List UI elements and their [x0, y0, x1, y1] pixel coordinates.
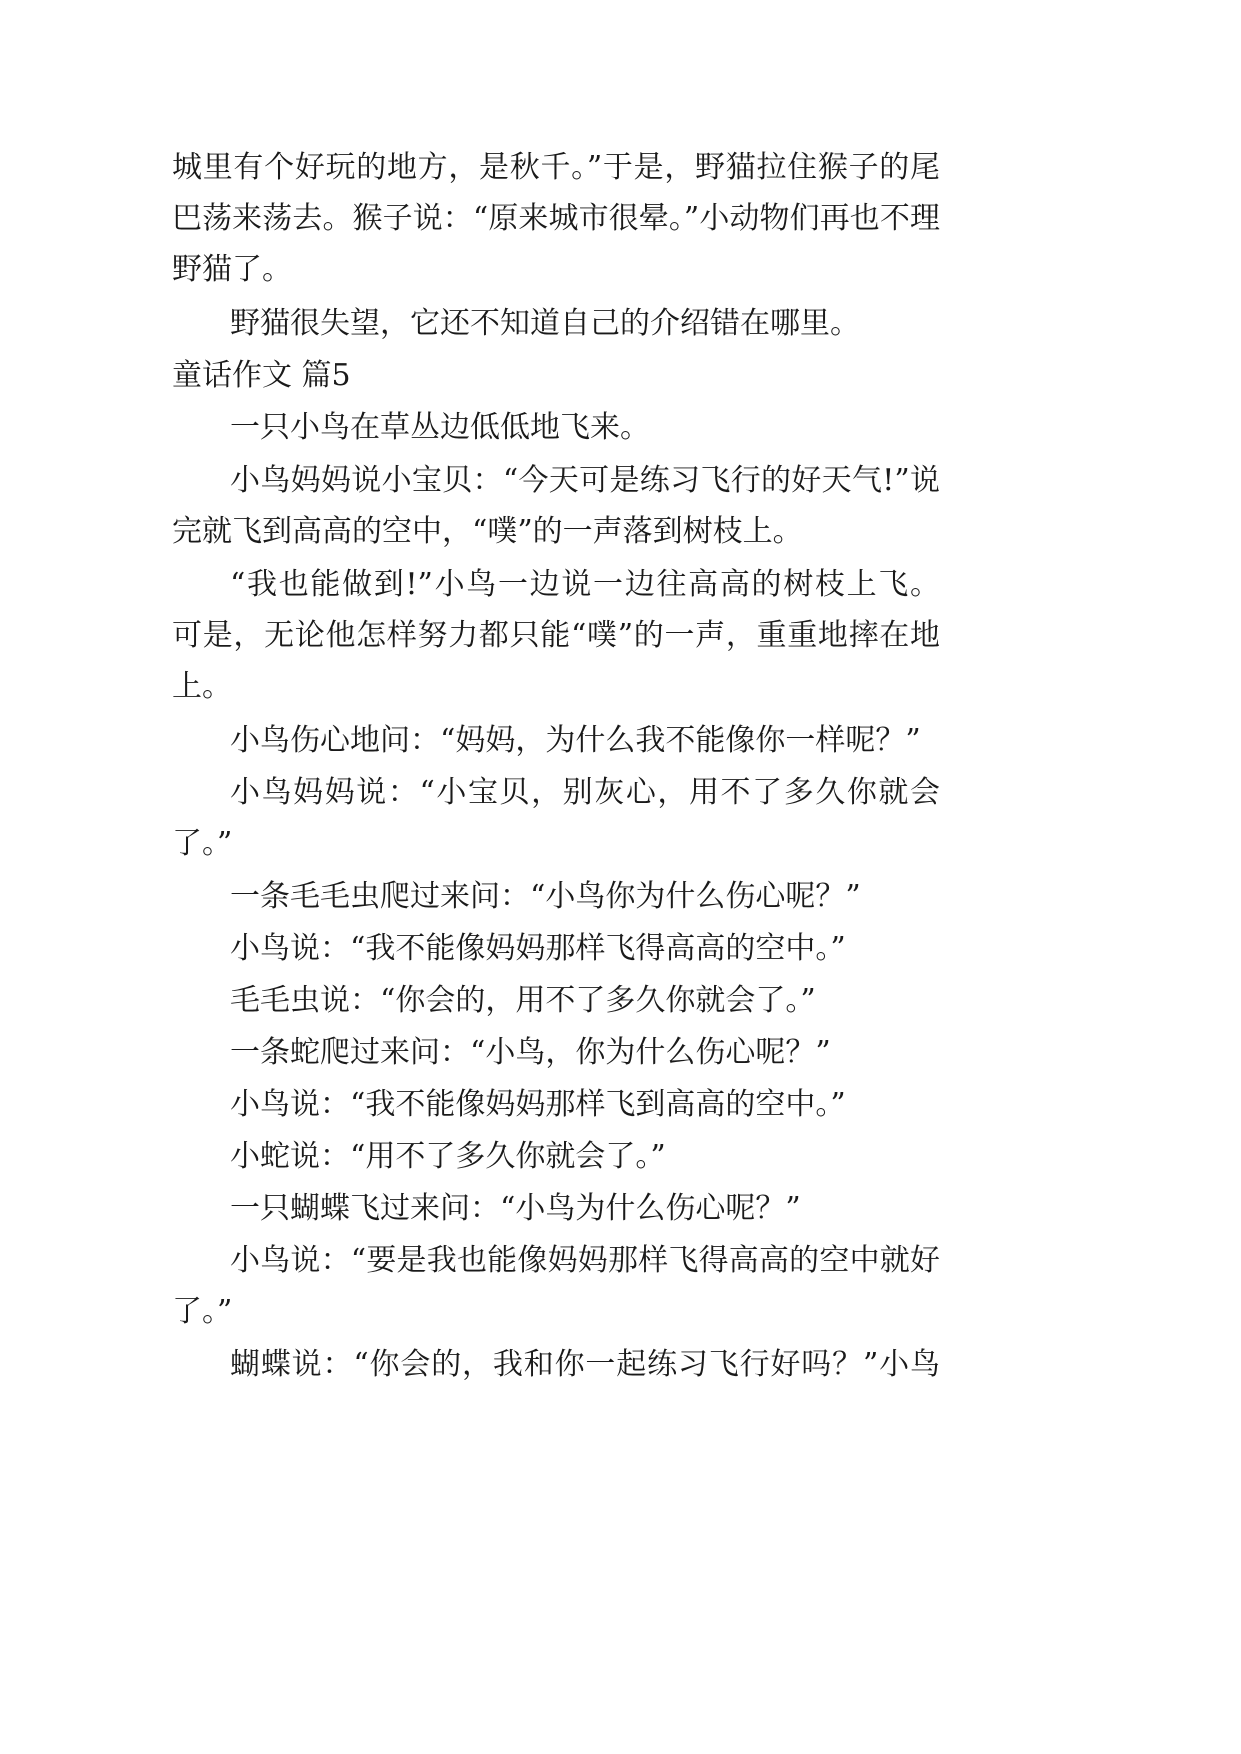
text-line: 小鸟说：“我不能像妈妈那样飞到高高的空中。” [230, 1087, 846, 1122]
text-line: 完就飞到高高的空中，“噗”的一声落到树枝上。 [172, 514, 803, 549]
text-line: 小鸟说：“要是我也能像妈妈那样飞得高高的空中就好 [230, 1243, 940, 1278]
text-line: 一只小鸟在草丛边低低地飞来。 [230, 410, 650, 445]
text-line: “我也能做到!”小鸟一边说一边往高高的树枝上飞。 [230, 567, 940, 602]
text-line: 小鸟妈妈说：“小宝贝，别灰心，用不了多久你就会 [230, 775, 940, 810]
text-line: 一只蝴蝶飞过来问：“小鸟为什么伤心呢？” [230, 1191, 801, 1226]
section-heading: 童话作文 篇5 [172, 358, 351, 393]
text-line: 小鸟伤心地问：“妈妈，为什么我不能像你一样呢？” [230, 723, 921, 758]
text-line: 上。 [172, 669, 232, 704]
text-line: 小鸟说：“我不能像妈妈那样飞得高高的空中。” [230, 931, 846, 966]
text-line: 小鸟妈妈说小宝贝：“今天可是练习飞行的好天气!”说 [230, 463, 940, 498]
text-line: 蝴蝶说：“你会的，我和你一起练习飞行好吗？”小鸟 [230, 1347, 940, 1382]
text-line: 了。” [172, 1294, 233, 1329]
text-line: 一条毛毛虫爬过来问：“小鸟你为什么伤心呢？” [230, 879, 861, 914]
text-line: 城里有个好玩的地方，是秋千。”于是，野猫拉住猴子的尾 [172, 150, 940, 185]
text-line: 一条蛇爬过来问：“小鸟，你为什么伤心呢？” [230, 1035, 831, 1070]
text-line: 小蛇说：“用不了多久你就会了。” [230, 1139, 666, 1174]
text-line: 野猫很失望，它还不知道自己的介绍错在哪里。 [230, 306, 860, 341]
text-line: 可是，无论他怎样努力都只能“噗”的一声，重重地摔在地 [172, 618, 940, 653]
text-line: 了。” [172, 826, 233, 861]
text-line: 毛毛虫说：“你会的，用不了多久你就会了。” [230, 983, 816, 1018]
text-line: 野猫了。 [172, 252, 292, 287]
text-line: 巴荡来荡去。猴子说：“原来城市很晕。”小动物们再也不理 [172, 201, 940, 236]
